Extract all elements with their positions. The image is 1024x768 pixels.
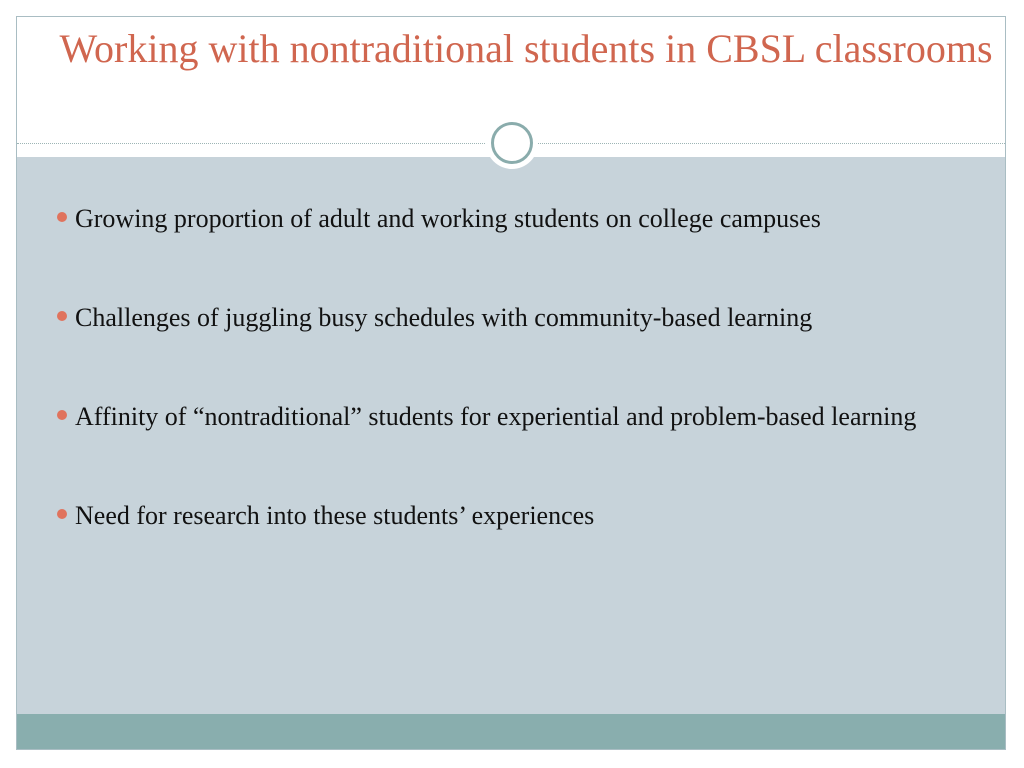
bullet-item	[75, 199, 955, 239]
bullet-text: Challenges of juggling busy schedules with community-based learning	[75, 303, 813, 332]
bullet-list	[75, 199, 955, 595]
bullet-item	[75, 298, 955, 338]
circle-ring-icon	[486, 117, 538, 169]
dot-bullet-icon	[57, 509, 67, 519]
bullet-item	[75, 397, 955, 437]
ornament-ring	[491, 122, 533, 164]
bullet-text: Need for research into these students’ experiences	[75, 501, 595, 530]
slide	[16, 16, 1006, 750]
bullet-text: Affinity of “nontraditional” students for experiential and problem-based learning	[75, 402, 917, 431]
footer-bar	[17, 714, 1005, 749]
slide-title: Working with nontraditional students in CBSL classrooms	[59, 26, 993, 71]
dot-bullet-icon	[57, 311, 67, 321]
bullet-item	[75, 496, 955, 536]
dot-bullet-icon	[57, 410, 67, 420]
bullet-text: Growing proportion of adult and working students on college campuses	[75, 204, 821, 233]
dot-bullet-icon	[57, 212, 67, 222]
